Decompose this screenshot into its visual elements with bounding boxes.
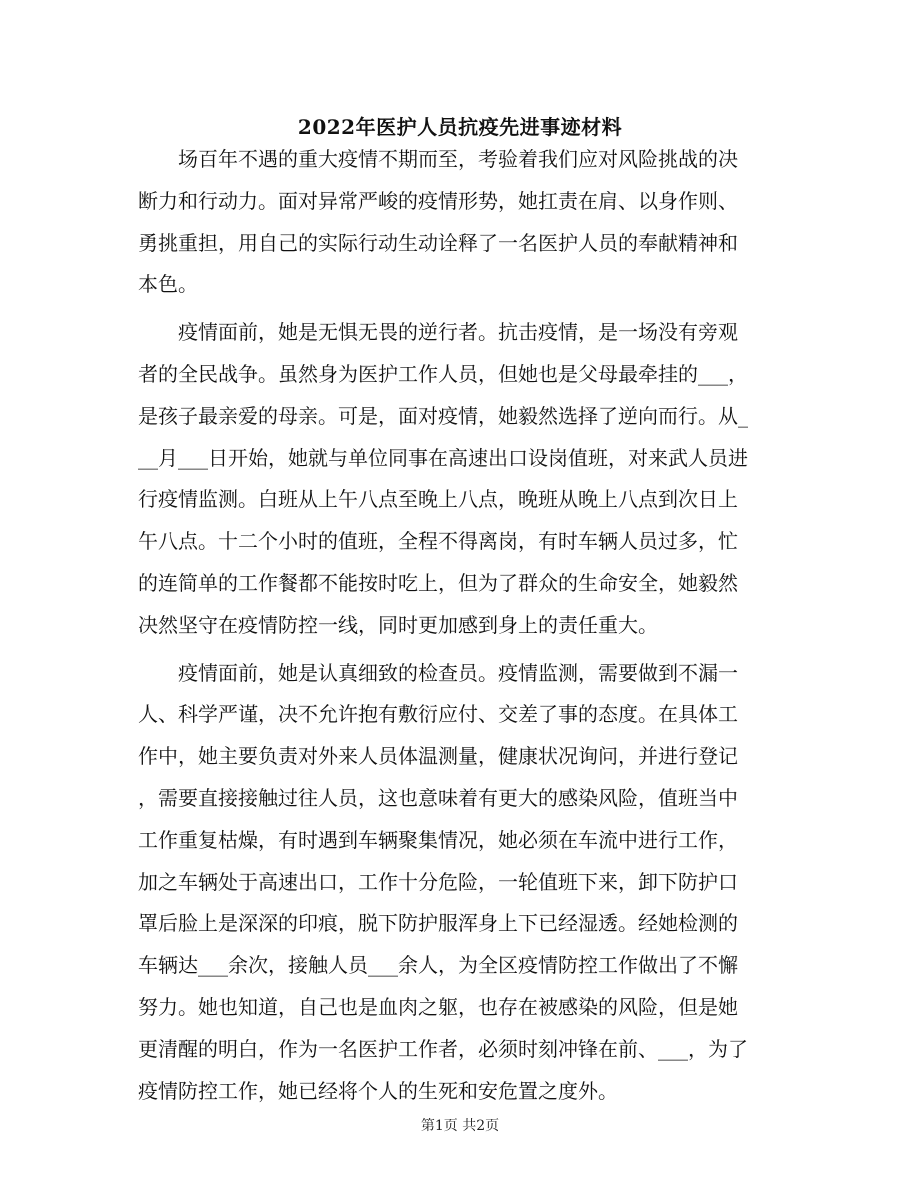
text-line: 疫情面前，她是认真细致的检查员。疫情监测，需要做到不漏一 — [178, 660, 738, 685]
text-line: 罩后脸上是深深的印痕，脱下防护服浑身上下已经湿透。经她检测的 — [138, 911, 738, 936]
text-line: 的连简单的工作餐都不能按时吃上，但为了群众的生命安全，她毅然 — [138, 570, 738, 595]
paragraph — [138, 312, 778, 646]
text-line: 车辆达___余次，接触人员___余人，为全区疫情防控工作做出了不懈 — [138, 953, 738, 978]
text-line: 勇挑重担，用自己的实际行动生动诠释了一名医护人员的奉献精神和 — [138, 230, 738, 255]
text-line: 行疫情监测。白班从上午八点至晚上八点，晚班从晚上八点到次日上 — [138, 487, 738, 512]
text-line: 疫情面前，她是无惧无畏的逆行者。抗击疫情，是一场没有旁观 — [178, 320, 738, 345]
text-line: 工作重复枯燥，有时遇到车辆聚集情况，她必须在车流中进行工作， — [138, 827, 738, 852]
text-line: 者的全民战争。虽然身为医护工作人员，但她也是父母最牵挂的___， — [138, 361, 748, 386]
text-line: 更清醒的明白，作为一名医护工作者，必须时刻冲锋在前、___，为了 — [138, 1036, 748, 1061]
page-footer: 第1页 共2页 — [420, 1118, 500, 1134]
text-line: 疫情防控工作，她已经将个人的生死和安危置之度外。 — [138, 1078, 618, 1103]
text-line: 人、科学严谨，决不允许抱有敷衍应付、交差了事的态度。在具体工 — [138, 702, 738, 727]
text-line: 午八点。十二个小时的值班，全程不得离岗，有时车辆人员过多，忙 — [138, 529, 738, 554]
text-line: 场百年不遇的重大疫情不期而至，考验着我们应对风险挑战的决 — [178, 147, 738, 171]
text-line: 加之车辆处于高速出口，工作十分危险，一轮值班下来，卸下防护口 — [138, 869, 738, 894]
text-line: 努力。她也知道，自己也是血肉之躯，也存在被感染的风险，但是她 — [138, 994, 738, 1019]
text-line: __月___日开始，她就与单位同事在高速出口设岗值班，对来武人员进 — [138, 445, 748, 470]
paragraph — [138, 139, 778, 306]
text-line: ，需要直接接触过往人员，这也意味着有更大的感染风险，值班当中 — [138, 785, 738, 810]
text-line: 是孩子最亲爱的母亲。可是，面对疫情，她毅然选择了逆向而行。从_ — [138, 403, 748, 428]
document-title: 2022年医护人员抗疫先进事迹材料 — [297, 115, 623, 139]
document-body — [138, 139, 778, 1112]
text-line: 作中，她主要负责对外来人员体温测量，健康状况询问，并进行登记 — [138, 744, 738, 769]
text-line: 本色。 — [138, 272, 198, 297]
text-line: 断力和行动力。面对异常严峻的疫情形势，她扛责在肩、以身作则、 — [138, 188, 738, 213]
text-line: 决然坚守在疫情防控一线，同时更加感到身上的责任重大。 — [138, 612, 658, 637]
paragraph — [138, 653, 778, 1113]
